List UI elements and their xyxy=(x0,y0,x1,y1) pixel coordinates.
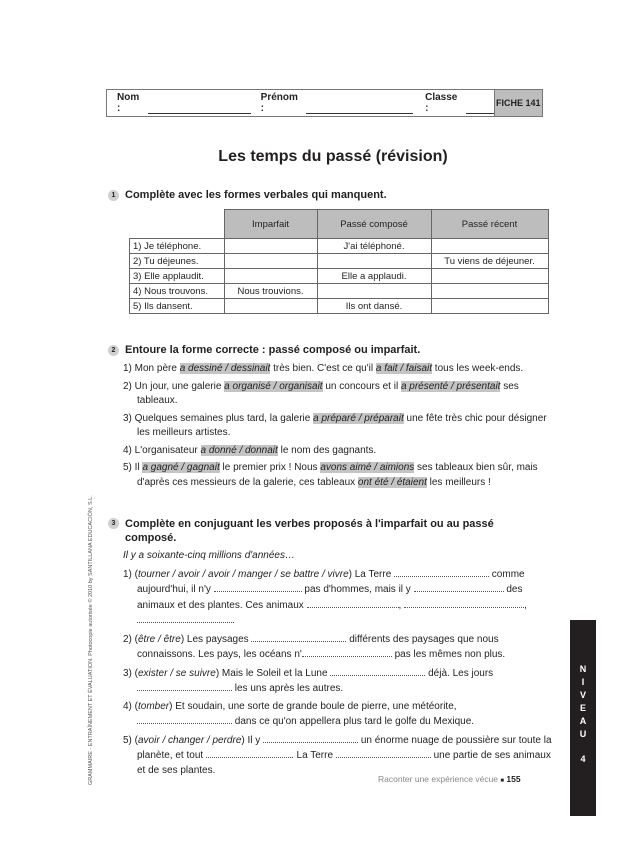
choice-option[interactable]: a dessiné / dessinait xyxy=(179,363,271,374)
text: différents des paysages que nous connaissons. Les pays, les océans n' xyxy=(137,633,499,660)
text: le nom des gagnants. xyxy=(277,444,377,456)
verb-hints: tomber xyxy=(138,700,170,712)
nom-line[interactable] xyxy=(148,104,251,114)
text: 5) ( xyxy=(123,734,138,746)
text: 5) Il xyxy=(123,462,143,473)
text: 1) Mon père xyxy=(123,363,180,374)
table-cell: Elle a applaudi. xyxy=(317,269,431,284)
table-cell: 1) Je téléphone. xyxy=(130,239,225,254)
list-item xyxy=(123,362,553,377)
answer-blank[interactable] xyxy=(263,733,358,743)
text: ses tableaux. xyxy=(137,380,519,406)
list-item xyxy=(123,632,553,663)
table-row xyxy=(130,299,549,314)
answer-blank[interactable] xyxy=(214,582,302,592)
text: ) Les paysages xyxy=(180,633,252,645)
text: ses tableaux bien sûr, mais d'après ces messieurs de la galerie, ces tableaux xyxy=(137,462,538,488)
niveau-letter: E xyxy=(579,703,586,713)
verb-hints: exister / se suivre xyxy=(138,667,216,679)
verb-table xyxy=(129,209,549,314)
copyright-side-text: GRAMMAIRE - ENTRAÎNEMENT ET ÉVALUATION. Photocopie autorisée © 2010 by SANTILLANA EDUCACIÓN, S.L. xyxy=(88,495,94,785)
choice-option[interactable]: a donné / donnait xyxy=(200,444,278,456)
exercise-2-heading xyxy=(108,344,420,356)
table-cell[interactable] xyxy=(317,254,431,269)
choice-option[interactable]: a préparé / préparait xyxy=(313,412,404,424)
verb-hints: être / être xyxy=(138,633,181,645)
verb-hints: avoir / changer / perdre xyxy=(138,734,242,746)
exercise-1-heading xyxy=(108,189,387,201)
text: un concours et il xyxy=(322,380,401,392)
choice-option[interactable]: ont été / étaient xyxy=(357,476,427,488)
text: . xyxy=(232,615,235,626)
text: 4) ( xyxy=(123,700,138,712)
classe-label: Classe : xyxy=(425,92,458,114)
exercise-2-items xyxy=(123,362,553,493)
answer-blank[interactable] xyxy=(330,666,425,676)
text: ) Et soudain, une sorte de grande boule de pierre, une météorite, xyxy=(169,700,457,712)
table-header: Imparfait xyxy=(224,210,317,239)
answer-blank[interactable] xyxy=(302,647,392,657)
text: 3) ( xyxy=(123,667,138,679)
table-cell: 2) Tu déjeunes. xyxy=(130,254,225,269)
list-item xyxy=(123,666,553,697)
text: pas d'hommes, mais il y xyxy=(301,584,414,595)
exercise-instruction: Complète avec les formes verbales qui manquent. xyxy=(125,189,387,201)
answer-blank[interactable] xyxy=(307,598,399,608)
answer-blank[interactable] xyxy=(414,582,504,592)
table-cell[interactable] xyxy=(431,299,548,314)
answer-blank[interactable] xyxy=(404,598,524,608)
list-item xyxy=(123,412,553,441)
table-cell[interactable] xyxy=(431,269,548,284)
choice-option[interactable]: a gagné / gagnait xyxy=(142,462,220,473)
text: les uns après les autres. xyxy=(232,683,344,694)
table-cell: Nous trouvions. xyxy=(224,284,317,299)
text: 4) L'organisateur xyxy=(123,444,201,456)
text: déjà. Les jours xyxy=(425,667,494,679)
text: 2) ( xyxy=(123,633,138,645)
exercise-instruction: Complète en conjuguant les verbes proposés à l'imparfait ou au passé composé. xyxy=(125,518,494,544)
list-item xyxy=(123,567,553,629)
text: ) Il y xyxy=(241,734,264,746)
table-row xyxy=(130,254,549,269)
answer-blank[interactable] xyxy=(336,748,431,758)
answer-blank[interactable] xyxy=(251,632,346,642)
table-header: Passé composé xyxy=(317,210,431,239)
table-cell[interactable] xyxy=(317,284,431,299)
text: le premier prix ! Nous xyxy=(219,462,321,473)
niveau-letter: U xyxy=(579,729,587,739)
table-row xyxy=(130,239,549,254)
classe-field[interactable] xyxy=(425,92,494,114)
table-cell: Tu viens de déjeuner. xyxy=(431,254,548,269)
niveau-letter: A xyxy=(579,716,587,726)
text: ) La Terre xyxy=(348,568,395,580)
answer-blank[interactable] xyxy=(137,681,232,691)
verb-hints: tourner / avoir / avoir / manger / se battre / vivre xyxy=(138,568,349,580)
text: comme aujourd'hui, il n'y xyxy=(137,568,525,595)
exercise-number-badge: 2 xyxy=(108,345,119,356)
text: , xyxy=(398,599,402,611)
page-title: Les temps du passé (révision) xyxy=(218,148,448,165)
text: , xyxy=(524,599,527,611)
classe-line[interactable] xyxy=(466,104,494,114)
table-cell: 4) Nous trouvons. xyxy=(130,284,225,299)
nom-field[interactable] xyxy=(117,92,251,114)
table-header-empty xyxy=(130,210,225,239)
prenom-field[interactable] xyxy=(261,92,413,114)
prenom-line[interactable] xyxy=(306,104,413,114)
prenom-label: Prénom : xyxy=(260,92,298,114)
choice-option[interactable]: a fait / faisait xyxy=(375,363,433,374)
answer-blank[interactable] xyxy=(137,613,232,623)
exercise-3-heading xyxy=(108,517,528,545)
table-cell[interactable] xyxy=(431,239,548,254)
text: les meilleurs ! xyxy=(426,476,491,488)
answer-blank[interactable] xyxy=(137,714,232,724)
list-item xyxy=(123,444,553,459)
footer-chapter: Raconter une expérience vécue xyxy=(378,774,499,784)
niveau-letter: I xyxy=(581,677,585,687)
text: ) Mais le Soleil et la Lune xyxy=(215,667,331,679)
text: 3) Quelques semaines plus tard, la galerie xyxy=(123,412,314,424)
table-cell[interactable] xyxy=(431,284,548,299)
page-footer xyxy=(378,774,521,784)
exercise-number-badge: 3 xyxy=(108,518,119,529)
text: un énorme nuage de poussière sur toute la planète, et tout xyxy=(137,734,552,761)
answer-blank[interactable] xyxy=(394,567,489,577)
text: dans ce qu'on appellera plus tard le golfe du Mexique. xyxy=(232,716,475,727)
text: pas les mêmes non plus. xyxy=(391,649,506,660)
choice-option[interactable]: avons aimé / aimions xyxy=(320,462,415,473)
exercise-number-badge: 1 xyxy=(108,190,119,201)
table-cell: J'ai téléphoné. xyxy=(317,239,431,254)
table-cell[interactable] xyxy=(224,299,317,314)
table-row xyxy=(130,284,549,299)
nom-label: Nom : xyxy=(117,92,140,114)
exercise-instruction: Entoure la forme correcte : passé composé ou imparfait. xyxy=(125,344,421,356)
text: . La Terre xyxy=(290,750,336,761)
exercise-intro: Il y a soixante-cinq millions d'années… xyxy=(123,550,295,561)
square-bullet-icon: ■ xyxy=(500,778,505,784)
table-header: Passé récent xyxy=(431,210,548,239)
text: une fête très chic pour désigner les meilleurs artistes. xyxy=(137,412,547,438)
exercise-3-items xyxy=(123,549,553,781)
niveau-letter: V xyxy=(579,690,586,700)
list-item xyxy=(123,733,553,779)
table-cell[interactable] xyxy=(224,269,317,284)
choice-option[interactable]: a organisé / organisait xyxy=(224,380,323,392)
student-header xyxy=(106,89,543,117)
choice-option[interactable]: a présenté / présentait xyxy=(400,380,501,392)
table-cell[interactable] xyxy=(224,254,317,269)
text: une partie de ses animaux et de ses plantes. xyxy=(137,750,551,776)
table-row xyxy=(130,269,549,284)
niveau-tab xyxy=(570,620,596,816)
table-header-row xyxy=(130,210,549,239)
text: tous les week-ends. xyxy=(432,363,524,374)
list-item xyxy=(123,380,553,409)
table-cell: Ils ont dansé. xyxy=(317,299,431,314)
list-item xyxy=(123,461,553,490)
list-item xyxy=(123,700,553,730)
answer-blank[interactable] xyxy=(206,748,291,758)
table-cell[interactable] xyxy=(224,239,317,254)
fiche-badge: FICHE 141 xyxy=(494,90,542,116)
table-cell: 5) Ils dansent. xyxy=(130,299,225,314)
text: 2) Un jour, une galerie xyxy=(123,380,225,392)
text: très bien. C'est ce qu'il xyxy=(270,363,376,374)
page-number: 155 xyxy=(506,774,521,784)
text: des animaux et des plantes. Ces animaux xyxy=(137,584,523,611)
niveau-level: 4 xyxy=(580,754,586,764)
table-cell: 3) Elle applaudit. xyxy=(130,269,225,284)
niveau-letter: N xyxy=(579,664,587,674)
text: 1) ( xyxy=(123,568,138,580)
